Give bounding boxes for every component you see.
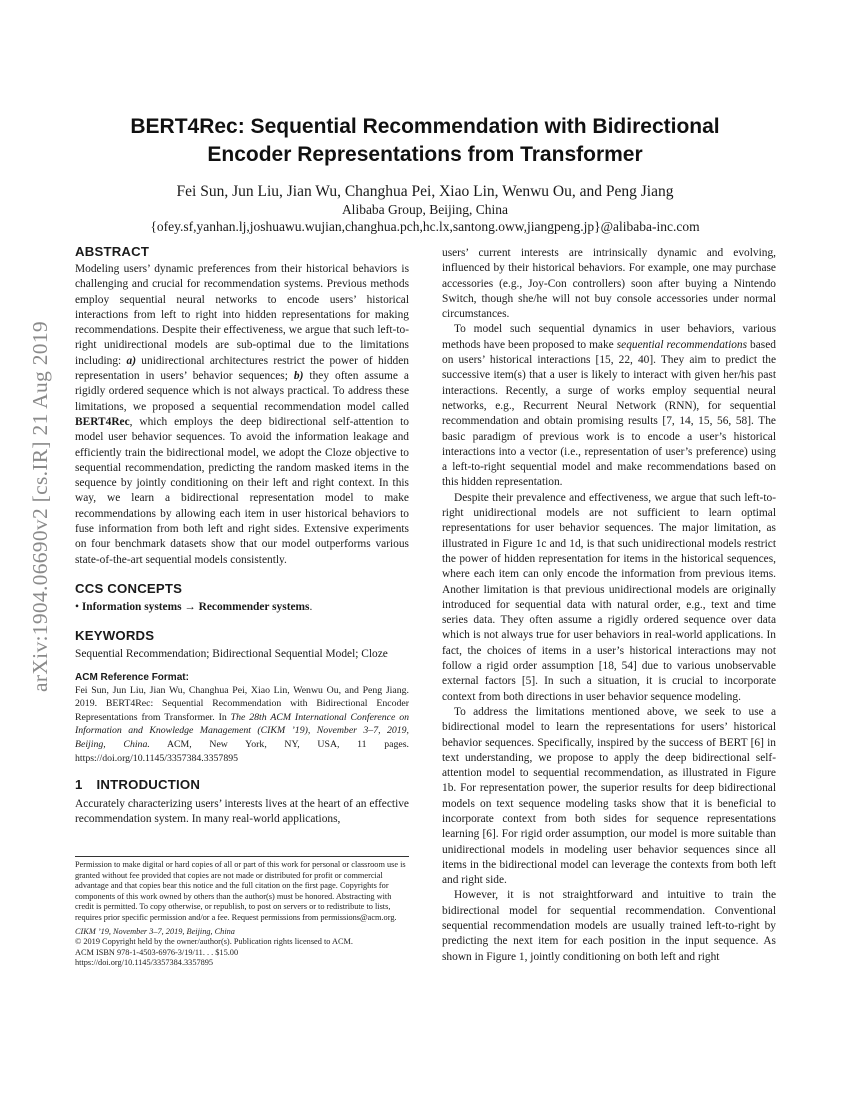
ccs-concepts xyxy=(75,600,409,615)
p2-emphasis: sequential recommendations xyxy=(616,338,748,351)
right-paragraph-5: However, it is not straightforward and intuitive to train the bidirectional model for sequential recommendation. Conventional sequential recommendation models are usually trained left-to-right by predicting the next item for each position in the input sequence. As shown in Figure 1, jointly conditioning on both left and right xyxy=(442,889,776,963)
acm-reference-text xyxy=(75,684,409,766)
p2-start: To model such sequential dynamics in user behaviors, various methods have been proposed to make xyxy=(442,323,776,351)
abstract-body xyxy=(75,262,409,568)
right-paragraph-4: To address the limitations mentioned above, we seek to use a bidirectional model to learn the representations for users’ historical behavior sequences. Specifically, inspired by the success of BERT [6] in text understanding, we propose to apply the deep bidirectional self-attention model to sequential recommendation, as illustrated in Figure 1b. For representation power, the superior results for deep bidirectional models on text sequence modeling tasks show that it is beneficial to incorporate context from both sides for sequence representations learning [6]. For rigid order assumption, our model is more suitable than unidirectional models in modeling user behavior sequences since all items in the bidirectional model can leverage the contexts from both left and right side. xyxy=(442,705,776,887)
abstract-b-text: they often assume a rigidly ordered sequence which is not always practical. To address these limitations, we proposed a sequential recommendation model called xyxy=(75,370,409,413)
section-number: 1 xyxy=(75,777,83,793)
acm-reference-heading: ACM Reference Format: xyxy=(75,671,189,683)
arxiv-stamp-text: arXiv:1904.06690v2 [cs.IR] 21 Aug 2019 xyxy=(27,320,52,692)
right-paragraph-1: users’ current interests are intrinsically dynamic and evolving, influenced by their historical behaviors. For example, one may purchase accessories (e.g., Joy-Con controllers) soon after buying a Nintendo Switch, though she/he will not buy console accessories under normal circumstances. xyxy=(442,247,776,321)
keywords-text: Sequential Recommendation; Bidirectional Sequential Model; Cloze xyxy=(75,648,388,661)
right-paragraph-2 xyxy=(442,322,776,490)
abstract-a-label: a) xyxy=(126,354,136,367)
doi-line: https://doi.org/10.1145/3357384.3357895 xyxy=(75,958,214,968)
left-column xyxy=(75,244,409,828)
model-name: BERT4Rec xyxy=(75,415,130,428)
right-paragraph-3: Despite their prevalence and effectiveness, we argue that such left-to-right unidirectional models are not sufficient to learn optimal representations for user behavior sequences. The major limitation, as illustrated in Figure 1c and 1d, is that such unidirectional models restrict the power of hidden representation for items in the historical sequences, where each item can only encode the information from previous items. Another limitation is that previous unidirectional models are originally introduced for sequential data with natural order, e.g., text and time series data. They often assume a rigidly ordered sequence over data which is not always true for user behaviors in real-world applications. In fact, the choices of items in a user’s historical interactions may not follow a rigid order assumption [18, 54] due to various unobservable external factors [5]. In such a situation, it is crucial to incorporate context from both directions in user behavior sequence modeling. xyxy=(442,491,776,703)
right-column xyxy=(442,246,776,965)
ccs-concept: Information systems xyxy=(81,600,182,613)
ccs-bullet: • xyxy=(75,600,79,613)
abstract-heading: ABSTRACT xyxy=(75,244,150,259)
section-title: INTRODUCTION xyxy=(96,777,201,793)
acm-reference-venue: The 28th ACM International Conference on Information and Knowledge Management (CIKM ’19), November 3–7, 2019, Beijing, China. xyxy=(75,711,409,750)
paper-title xyxy=(75,113,775,169)
ccs-subconcept: Recommender systems xyxy=(198,600,310,613)
copyright-footnote xyxy=(75,856,409,969)
conference-line: CIKM ’19, November 3–7, 2019, Beijing, China xyxy=(75,926,235,936)
copyright-line: © 2019 Copyright held by the owner/author(s). Publication rights licensed to ACM. xyxy=(75,937,353,947)
abstract-text-2: , which employs the deep bidirectional self-attention to model user behavior sequences. To avoid the information leakage and efficiently train the bidirectional model, we adopt the Cloze objective to sequential recommendation, predicting the random masked items in the sequence by jointly conditioning on their left and right context. In this way, we learn a bidirectional representation model to make recommendations by allowing each item in user historical behaviors to fuse information from both left and right sides. Extensive experiments on four benchmark datasets show that our model outperforms various state-of-the-art sequential models consistently. xyxy=(75,415,409,566)
author-emails: {ofey.sf,yanhan.lj,joshuawu.wujian,changhua.pch,hc.lx,santong.oww,jiangpeng.jp}@alibaba-inc.com xyxy=(150,219,700,234)
ccs-heading: CCS CONCEPTS xyxy=(75,580,183,596)
ccs-period: . xyxy=(309,600,313,613)
introduction-heading xyxy=(75,777,409,793)
title-line-1: BERT4Rec: Sequential Recommendation with Bidirectional xyxy=(130,115,720,138)
permission-notice: Permission to make digital or hard copies of all or part of this work for personal or classroom use is granted without fee provided that copies are not made or distributed for profit or commercial advantage and that copies bear this notice and the full citation on the first page. Copyrights for components of this work owned by others than the author(s) must be honored. Abstracting with credit is permitted. To copy otherwise, or republish, to post on servers or to redistribute to lists, requires prior specific permission and/or a fee. Request permissions from permissions@acm.org. xyxy=(75,860,406,922)
abstract-a-text: unidirectional architectures restrict the power of hidden representation in users’ behavior sequences; xyxy=(75,354,409,383)
ccs-arrow: → xyxy=(184,600,196,613)
isbn-line: ACM ISBN 978-1-4503-6976-3/19/11. . . $15.00 xyxy=(75,947,239,957)
acm-reference-before: Fei Sun, Jun Liu, Jian Wu, Changhua Pei, Xiao Lin, Wenwu Ou, and Peng Jiang. 2019. BERT4Rec: Sequential Recommendation with Bidirectional Encoder Representations from Transformer. In xyxy=(75,684,409,723)
arxiv-stamp xyxy=(20,296,60,716)
acm-reference-after: ACM, New York, NY, USA, 11 pages. https://doi.org/10.1145/3357384.3357895 xyxy=(75,738,409,764)
intro-paragraph-1: Accurately characterizing users’ interests lives at the heart of an effective recommendation system. In many real-world applications, xyxy=(75,798,409,826)
title-line-2: Encoder Representations from Transformer xyxy=(207,143,643,166)
keywords-heading: KEYWORDS xyxy=(75,628,155,644)
p2-rest: based on users’ historical interactions [15, 22, 40]. They aim to predict the successive item(s) that a user is likely to interact with given her/his past interactions. Recently, a surge of works employ sequential neural networks, e.g., Recurrent Neural Network (RNN), for sequential recommendation and obtain promising results [7, 14, 15, 56, 58]. The basic paradigm of previous work is to encode a user’s historical interactions into a vector (i.e., representation of user’s preference) using a left-to-right sequential model and make recommendations based on this hidden representation. xyxy=(442,338,776,489)
abstract-text-1: Modeling users’ dynamic preferences from their historical behaviors is challenging and crucial for recommendation systems. Previous methods employ sequential neural networks to encode users’ historical interactions from left to right into hidden representations for making recommendations. Despite their effectiveness, we argue that such left-to-right unidirectional models are sub-optimal due to the limitations including: xyxy=(75,263,409,367)
abstract-b-label: b) xyxy=(293,370,304,383)
author-list: Fei Sun, Jun Liu, Jian Wu, Changhua Pei, Xiao Lin, Wenwu Ou, and Peng Jiang xyxy=(176,183,674,200)
affiliation: Alibaba Group, Beijing, China xyxy=(341,202,509,217)
